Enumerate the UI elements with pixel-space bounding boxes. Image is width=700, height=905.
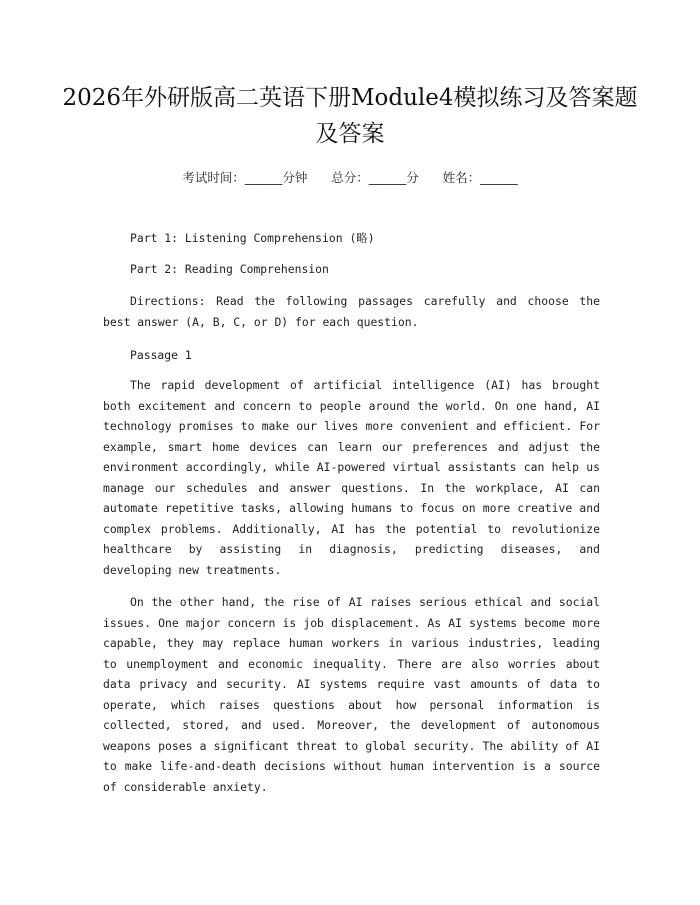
score-label: 总分： — [331, 170, 369, 185]
time-label: 考试时间： — [182, 170, 245, 185]
paragraph-2 — [103, 592, 600, 797]
document-title: 2026年外研版高二英语下册Module4模拟练习及答案题及答案 — [62, 85, 638, 147]
directions-text: Directions: Read the following passages carefully and choose the best answer (A, B, C, or D) for each question. — [103, 294, 600, 329]
score-unit: 分 — [406, 170, 419, 185]
part2-text: Part 2: Reading Comprehension — [130, 262, 329, 276]
passage-label — [103, 345, 600, 366]
time-blank: ______ — [244, 170, 283, 185]
paragraph-2-text: On the other hand, the rise of AI raises serious ethical and social issues. One major concern is job displacement. As AI systems become more capable, they may replace human workers in various industries, leading to unemployment and economic inequality. There are also worries about data privacy and security. AI systems require vast amounts of data to operate, which raises questions about how personal information is collected, stored, and used. Moreover, the development of autonomous weapons poses a significant threat to global security. The ability of AI to make life-and-death decisions without human intervention is a source of considerable anxiety. — [103, 595, 600, 794]
time-unit: 分钟 — [282, 170, 308, 185]
part2-heading — [103, 259, 600, 280]
directions — [103, 291, 600, 332]
paragraph-1-text: The rapid development of artificial intelligence (AI) has brought both excitement and concern to people around the world. On one hand, AI technology promises to make our lives more convenient and efficient. For example, smart home devices can learn our preferences and adjust the environment accordingly, while AI-powered virtual assistants can help us manage our schedules and answer questions. In the workplace, AI can automate repetitive tasks, allowing humans to focus on more creative and complex problems. Additionally, AI has the potential to revolutionize healthcare by assisting in diagnosis, predicting diseases, and developing new treatments. — [103, 378, 600, 577]
exam-meta-line — [0, 168, 700, 186]
name-blank: ______ — [480, 170, 518, 185]
paragraph-1 — [103, 375, 600, 580]
name-label: 姓名： — [442, 170, 481, 185]
part1-text: Part 1: Listening Comprehension (略) — [130, 231, 375, 245]
part1-heading — [103, 228, 600, 249]
passage-label-text: Passage 1 — [130, 348, 192, 362]
score-blank: ______ — [368, 170, 407, 185]
